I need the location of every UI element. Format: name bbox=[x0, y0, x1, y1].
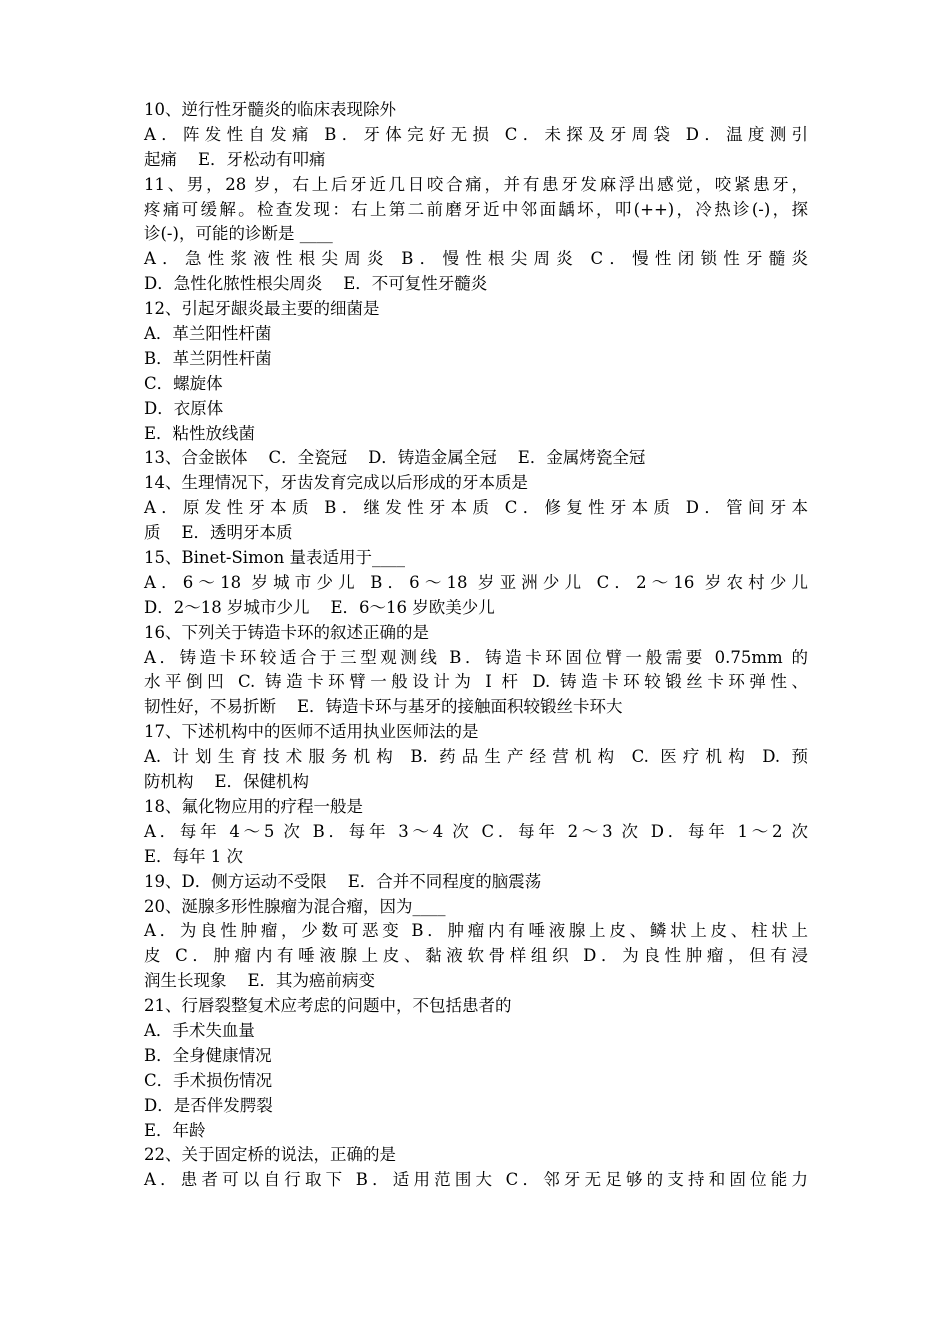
question-21-option-a: A．手术失血量 bbox=[144, 1020, 255, 1040]
question-14-stem: 14、生理情况下，牙齿发育完成以后形成的牙本质是 bbox=[144, 473, 528, 493]
question-20-options-line-2: 皮 C．肿瘤内有唾液腺上皮、黏液软骨样组织 D．为良性肿瘤，但有浸 bbox=[144, 946, 808, 966]
question-21-option-e: E．年龄 bbox=[144, 1120, 206, 1140]
question-18-stem: 18、氟化物应用的疗程一般是 bbox=[144, 796, 363, 816]
question-16-options-line-3: 韧性好，不易折断 E．铸造卡环与基牙的接触面积较锻丝卡环大 bbox=[144, 697, 623, 717]
question-12-option-e: E．粘性放线菌 bbox=[144, 423, 256, 443]
question-12-option-a: A．革兰阳性杆菌 bbox=[144, 324, 272, 344]
question-18-options-line-1: A．每年 4～5 次 B．每年 3～4 次 C．每年 2～3 次 D．每年 1～2 次 bbox=[144, 821, 808, 841]
question-10-options-line-1: A．阵发性自发痛 B．牙体完好无损 C．未探及牙周袋 D．温度测引 bbox=[144, 124, 808, 144]
question-16-stem: 16、下列关于铸造卡环的叙述正确的是 bbox=[144, 622, 429, 642]
question-12-option-b: B．革兰阴性杆菌 bbox=[144, 348, 272, 368]
question-22-stem: 22、关于固定桥的说法，正确的是 bbox=[144, 1145, 396, 1165]
question-16-options-line-2: 水平倒凹 C. 铸造卡环臂一般设计为 I 杆 D. 铸造卡环较锻丝卡环弹性、 bbox=[144, 672, 808, 692]
question-11-stem-line-1: 11、男，28 岁，右上后牙近几日咬合痛，并有患牙发麻浮出感觉，咬紧患牙， bbox=[144, 174, 808, 194]
question-15-stem: 15、Binet-Simon 量表适用于____ bbox=[144, 548, 406, 568]
question-21-option-d: D．是否伴发腭裂 bbox=[144, 1095, 273, 1115]
question-21-stem: 21、行唇裂整复术应考虑的问题中，不包括患者的 bbox=[144, 996, 512, 1016]
question-21-option-c: C．手术损伤情况 bbox=[144, 1070, 273, 1090]
question-14-options-line-2: 质 E．透明牙本质 bbox=[144, 523, 293, 543]
question-21-option-b: B．全身健康情况 bbox=[144, 1045, 272, 1065]
question-20-stem: 20、涎腺多形性腺瘤为混合瘤，因为____ bbox=[144, 896, 446, 916]
question-14-options-line-1: A．原发性牙本质 B．继发性牙本质 C．修复性牙本质 D．管间牙本 bbox=[144, 498, 808, 518]
question-13-line: 13、合金嵌体 C．全瓷冠 D．铸造金属全冠 E．金属烤瓷全冠 bbox=[144, 448, 646, 468]
question-22-options-line-1: A．患者可以自行取下 B．适用范围大 C．邻牙无足够的支持和固位能力 bbox=[144, 1170, 808, 1190]
document-page bbox=[144, 98, 808, 1193]
question-16-options-line-1: A．铸造卡环较适合于三型观测线 B．铸造卡环固位臂一般需要 0.75mm 的 bbox=[144, 647, 808, 667]
question-12-stem: 12、引起牙龈炎最主要的细菌是 bbox=[144, 299, 380, 319]
question-20-options-line-3: 润生长现象 E．其为癌前病变 bbox=[144, 971, 376, 991]
question-19-line: 19、D．侧方运动不受限 E．合并不同程度的脑震荡 bbox=[144, 871, 542, 891]
question-10-stem: 10、逆行性牙髓炎的临床表现除外 bbox=[144, 100, 396, 119]
question-17-options-line-2: 防机构 E．保健机构 bbox=[144, 772, 310, 792]
question-17-stem: 17、下述机构中的医师不适用执业医师法的是 bbox=[144, 722, 479, 742]
question-12-option-d: D．衣原体 bbox=[144, 398, 224, 418]
question-11-options-line-1: A．急性浆液性根尖周炎 B．慢性根尖周炎 C．慢性闭锁性牙髓炎 bbox=[144, 249, 808, 269]
question-20-options-line-1: A．为良性肿瘤，少数可恶变 B．肿瘤内有唾液腺上皮、鳞状上皮、柱状上 bbox=[144, 921, 808, 941]
question-18-options-line-2: E．每年 1 次 bbox=[144, 846, 244, 866]
question-17-options-line-1: A. 计划生育技术服务机构 B. 药品生产经营机构 C. 医疗机构 D. 预 bbox=[144, 747, 808, 767]
question-11-stem-line-2: 疼痛可缓解。检查发现：右上第二前磨牙近中邻面龋坏，叩(++)，冷热诊(-)，探 bbox=[144, 199, 808, 219]
question-11-options-line-2: D．急性化脓性根尖周炎 E．不可复性牙髓炎 bbox=[144, 274, 488, 294]
question-15-options-line-2: D．2～18 岁城市少儿 E．6～16 岁欧美少儿 bbox=[144, 597, 495, 617]
question-15-options-line-1: A．6～18 岁城市少儿 B．6～18 岁亚洲少儿 C．2～16 岁农村少儿 bbox=[144, 572, 808, 592]
question-10-options-line-2: 起痛 E．牙松动有叩痛 bbox=[144, 149, 326, 169]
question-11-stem-line-3: 诊(-)，可能的诊断是 ____ bbox=[144, 224, 333, 244]
question-12-option-c: C．螺旋体 bbox=[144, 373, 223, 393]
